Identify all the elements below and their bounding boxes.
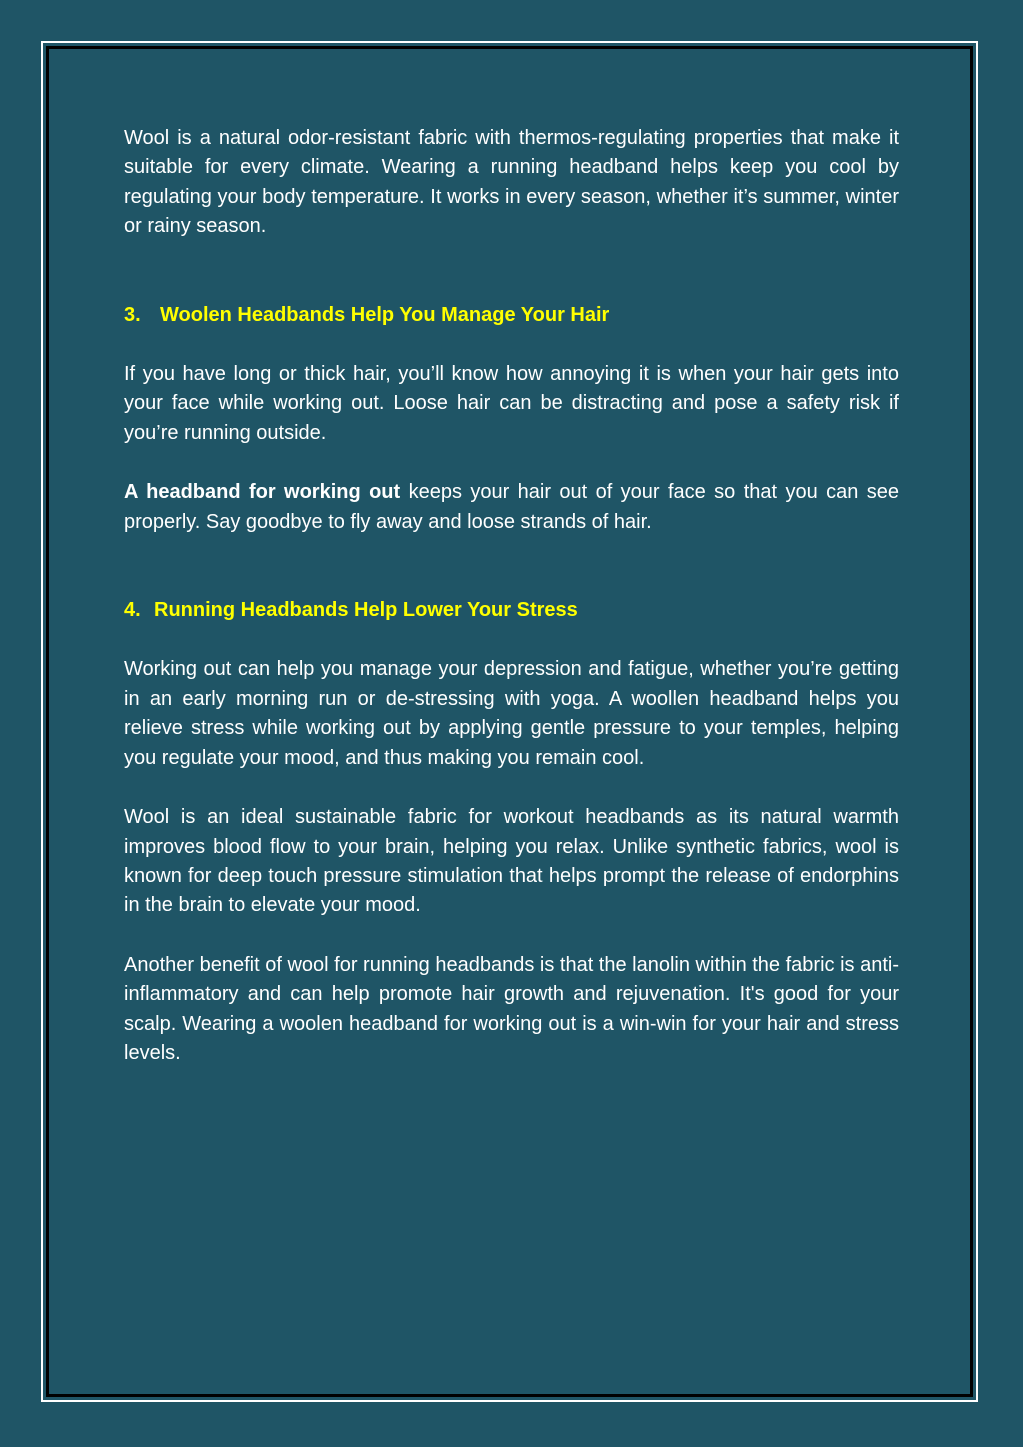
section-4-number: 4. — [124, 599, 141, 622]
section-3-heading — [124, 301, 899, 330]
document-body — [124, 124, 899, 1068]
section-3-paragraph-2 — [124, 478, 899, 537]
section-3-title: Woolen Headbands Help You Manage Your Hair — [160, 303, 610, 326]
section-4-paragraph-2: Wool is an ideal sustainable fabric for workout headbands as its natural warmth improves blood flow to your brain, helping you relax. Unlike synthetic fabrics, wool is known for deep touch pressure stimulation that helps prompt the release of endorphins in the brain to elevate your mood. — [124, 806, 899, 917]
section-4-paragraph-1: Working out can help you manage your depression and fatigue, whether you’re getting in an early morning run or de-stressing with yoga. A woollen headband helps you relieve stress while working out by applying gentle pressure to your temples, helping you regulate your mood, and thus making you remain cool. — [124, 658, 899, 769]
section-4-title: Running Headbands Help Lower Your Stress — [154, 599, 578, 622]
section-3-paragraph-2-text: keeps your hair out of your face so that you can see properly. Say goodbye to fly away and loose strands of hair. — [124, 481, 899, 533]
section-4-paragraph-3: Another benefit of wool for running headbands is that the lanolin within the fabric is anti- inflammatory and can help promote hair growth and rejuvenation. It's good for your scalp. Wearing a woolen headband for working out is a win-win for your hair and stress levels. — [124, 953, 899, 1064]
intro-paragraph: Wool is a natural odor-resistant fabric with thermos-regulating properties that make it suitable for every climate. Wearing a running headband helps keep you cool by regulating your body temperature. It works in every season, whether it’s summer, winter or rainy season. — [124, 127, 899, 238]
section-4-heading — [124, 596, 899, 625]
section-3-link-phrase: A headband for working out — [124, 481, 401, 504]
section-3-paragraph-1: If you have long or thick hair, you’ll know how annoying it is when your hair gets into your face while working out. Loose hair can be distracting and pose a safety risk if you’re running outside. — [124, 363, 899, 444]
section-3-number: 3. — [124, 303, 141, 326]
